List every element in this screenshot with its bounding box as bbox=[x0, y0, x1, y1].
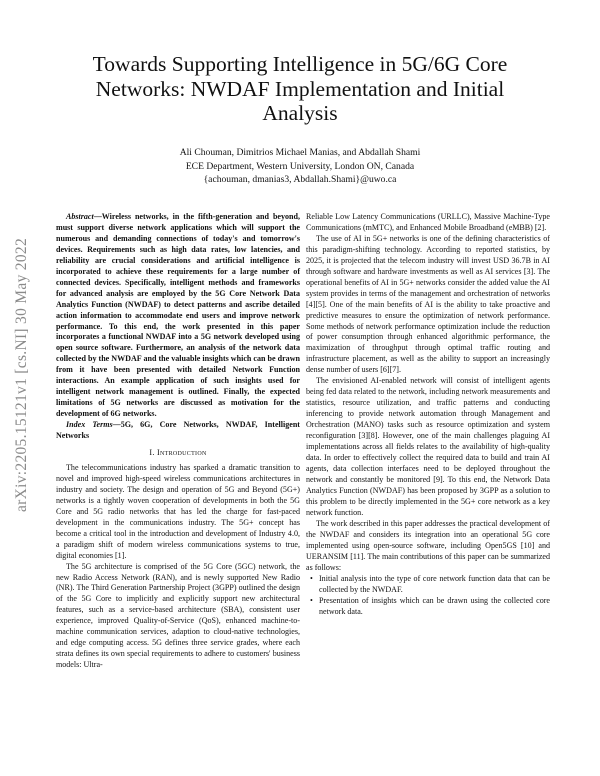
title-line-3: Analysis bbox=[262, 101, 338, 125]
abstract bbox=[56, 212, 300, 420]
index-terms-label: Index Terms bbox=[66, 420, 113, 430]
right-paragraph-3: The envisioned AI-enabled network will consist of intelligent agents being fed data related to the network, including network measurements and statistics, resource utilization, and traffic patterns and conducting inferencing to provide network automation through Management and Orchestration (MANO) tasks such as resource optimization and system reconfiguration [3][8]. However, one of the main challenges plaguing AI implementations across all fields relates to the availability of high-quality data. In order to effectively collect the required data to build and train AI agents, data collection interfaces need to be deployed throughout the network and constantly be monitored [9]. To this end, the Network Data Analytics Function (NWDAF) has been proposed by 3GPP as a solution to this problem to be directly implemented in the 5G+ core network as a key network function. bbox=[306, 376, 550, 517]
section-heading-introduction: I. Introduction bbox=[149, 448, 207, 458]
list-item bbox=[306, 574, 550, 596]
bullet-icon: • bbox=[310, 596, 313, 606]
author-emails: {achouman, dmanias3, Abdallah.Shami}@uwo.ca bbox=[203, 174, 397, 186]
title-line-1: Towards Supporting Intelligence in 5G/6G Core bbox=[92, 52, 508, 76]
right-paragraph-2: The use of AI in 5G+ networks is one of the defining characteristics of this paradigm-shifting technology. According to reported statistics, by 2025, it is projected that the telecom industry will invest USD 36.7B in AI through software and hardware investments as well as AI services [3]. The operational benefits of AI in 5G+ networks consider the added value the AI system provides in terms of the management and orchestration of networks [4][5]. One of the main benefits of AI is the ability to take proactive and predictive measures to ensure the optimization of network performance. Some methods of network performance optimization include the reduction of power consumption through enhanced algorithmic performance, the maximization of throughput through optimal traffic routing and infrastructure placement, as well as the ability to support an increasingly dense number of users [6][7]. bbox=[306, 233, 550, 375]
index-terms bbox=[56, 420, 300, 442]
right-column bbox=[306, 212, 550, 618]
intro-paragraph-1: The telecommunications industry has sparked a dramatic transition to novel and improved high-speed wireless communications architectures in industry and society. The design and operation of 5G and Beyond (5G+) networks is a tightly woven cooperation of developments in both the 5G Core and 5G radio networks that has led the charge for fast-paced development in the communications industry. The 5G+ concept has become a critical tool in the introduction and development of Industry 4.0, a paradigm shift of modern wireless communications systems to true, digital economies [1]. bbox=[56, 462, 300, 560]
right-paragraph-1: Reliable Low Latency Communications (URLLC), Massive Machine-Type Communications (mMTC), and Enhanced Mobile Broadband (eMBB) [2]. bbox=[306, 212, 550, 232]
arxiv-stamp: arXiv:2205.15121v1 [cs.NI] 30 May 2022 bbox=[13, 238, 30, 512]
title-line-2: Networks: NWDAF Implementation and Initial bbox=[95, 76, 505, 101]
list-item-text: Initial analysis into the type of core network function data that can be collected by the NWDAF. bbox=[319, 574, 550, 595]
list-item bbox=[306, 596, 550, 618]
paper-title bbox=[40, 52, 560, 126]
contributions-list bbox=[306, 574, 550, 618]
list-item-text: Presentation of insights which can be drawn using the collected core network data. bbox=[319, 596, 550, 617]
author-affiliation: ECE Department, Western University, London ON, Canada bbox=[185, 160, 415, 172]
abstract-label: Abstract bbox=[66, 212, 94, 221]
intro-paragraph-2: The 5G architecture is comprised of the 5G Core (5GC) network, the new Radio Access Network (RAN), and is newly supported New Radio (NR). The Third Generation Partnership Project (3GPP) outlined the design of the 5G Core to implicitly and explicitly support new architectural features, such as a service-based architecture (SBA), consistent user experience, improved Quality-of-Service (QoS), enhanced machine-to-machine communication services, adaption to cloud-native technologies, and edge computing access. 5G defines three service grades, where each strata defines its own special requirements to adhere to customers' business models: Ultra- bbox=[56, 561, 300, 670]
left-column bbox=[56, 212, 300, 671]
right-paragraph-4: The work described in this paper addresses the practical development of the NWDAF and considers its integration into an operational 5G core implemented using open-source software, including Open5GS [10] and UERANSIM [11]. The main contributions of this paper can be summarized as follows: bbox=[306, 518, 550, 572]
index-terms-text: —5G, 6G, Core Networks, NWDAF, Intelligent Networks bbox=[56, 420, 300, 441]
bullet-icon: • bbox=[310, 574, 313, 584]
author-names: Ali Chouman, Dimitrios Michael Manias, and Abdallah Shami bbox=[179, 147, 421, 158]
author-block bbox=[60, 146, 540, 187]
abstract-text: —Wireless networks, in the fifth-generation and beyond, must support diverse network applications which will support the numerous and demanding connections of today's and tomorrow's devices. Requirements such as high data rates, low latencies, and reliability are crucial considerations and artificial intelligence is incorporated to achieve these requirements for a large number of connected devices. Specifically, intelligent methods and frameworks for advanced analysis are employed by the 5G Core Network Data Analytics Function (NWDAF) to detect patterns and ascribe detailed action information to accommodate end users and improve network performance. To this end, the work presented in this paper incorporates a functional NWDAF into a 5G network developed using open source software. Furthermore, an analysis of the network data collected by the NWDAF and the valuable insights which can be drawn from it have been presented with detailed Network Function interactions. An example application of such insights used for intelligent network management is outlined. Finally, the expected limitations of 5G networks are discussed as motivation for the development of 6G networks. bbox=[56, 212, 300, 419]
